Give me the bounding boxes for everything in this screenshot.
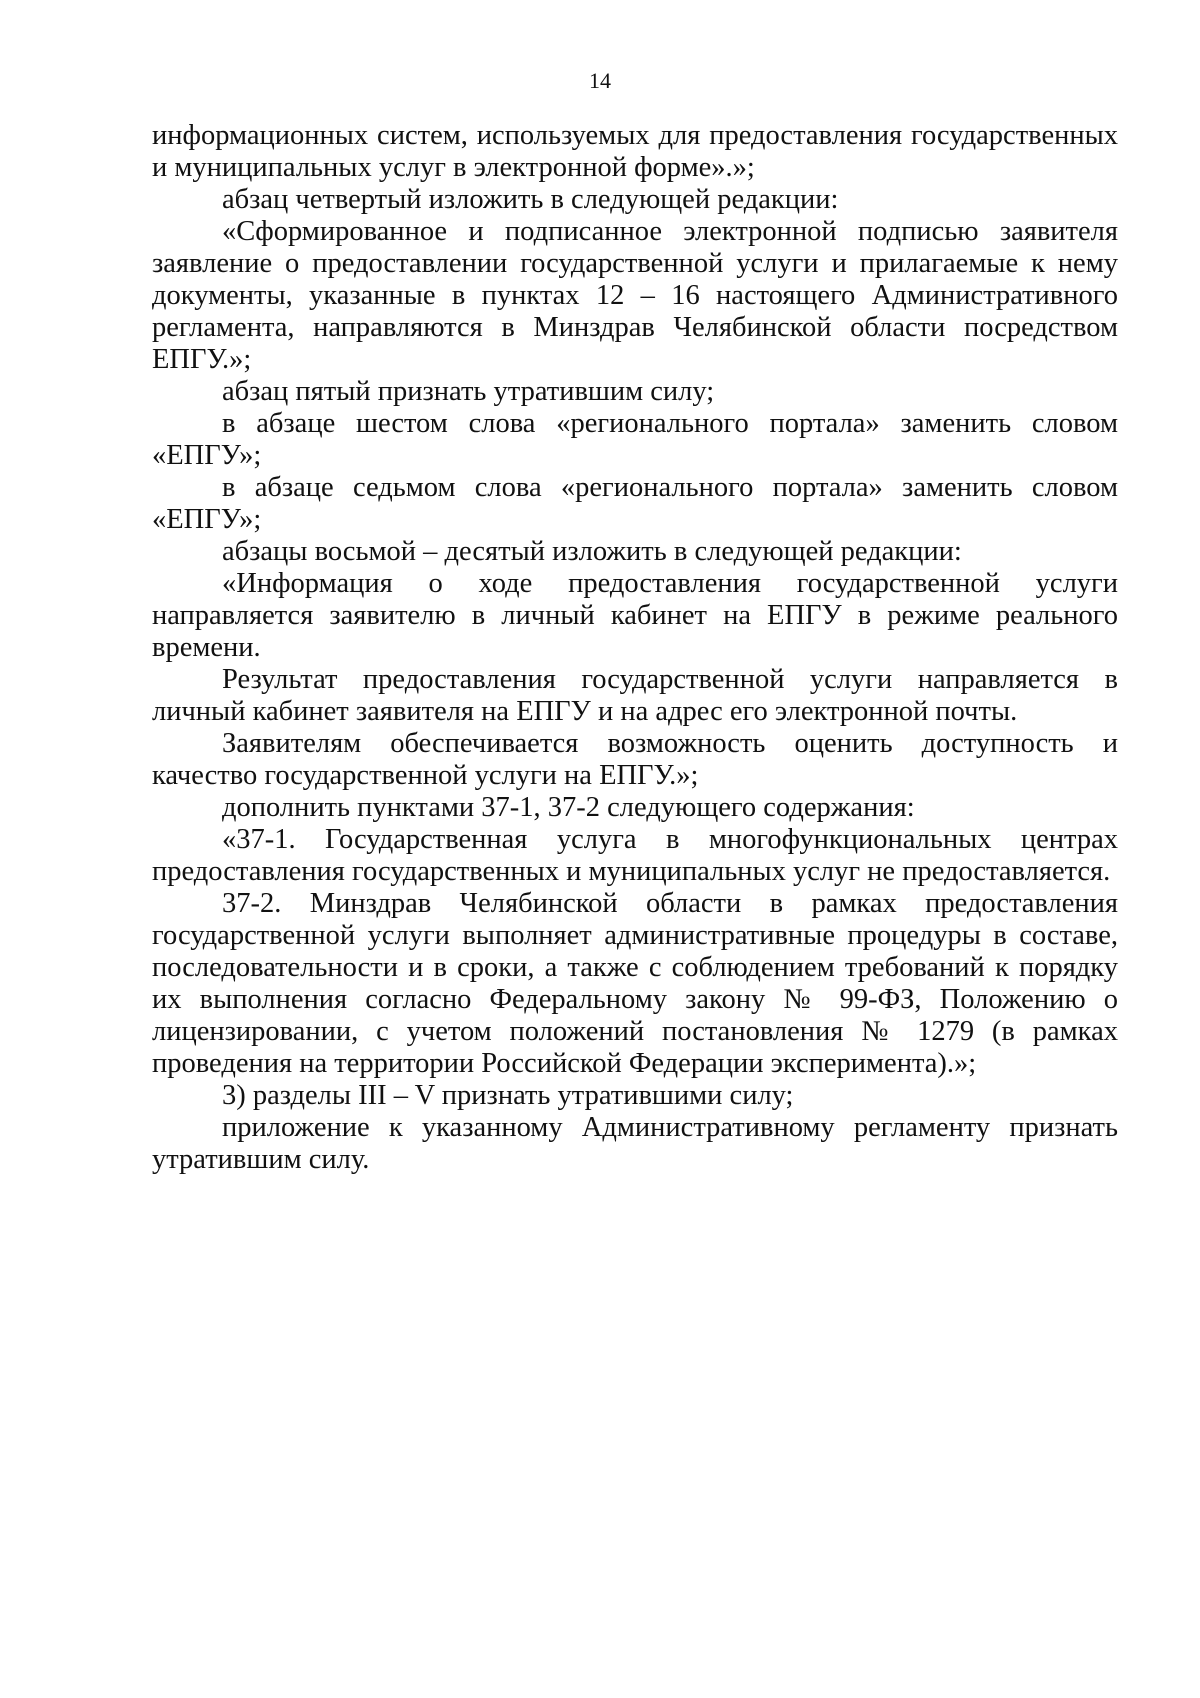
paragraph: в абзаце шестом слова «регионального портала» заменить словом «ЕПГУ»; bbox=[152, 408, 1118, 471]
paragraph: 37-2. Минздрав Челябинской области в рамках предоставления государственной услуги выполняет административные процедуры в составе, последовательности и в сроки, а также с соблюдением требований к порядку их выполнения согласно Федеральному закону № 99-ФЗ, Положению о лицензировании, с учетом положений постановления № 1279 (в рамках проведения на территории Российской Федерации эксперимента).»; bbox=[152, 888, 1118, 1079]
paragraph: Результат предоставления государственной услуги направляется в личный кабинет заявителя на ЕПГУ и на адрес его электронной почты. bbox=[152, 664, 1118, 727]
paragraph: информационных систем, используемых для предоставления государственных и муниципальных услуг в электронной форме».»; bbox=[152, 120, 1118, 183]
paragraph: приложение к указанному Административному регламенту признать утратившим силу. bbox=[152, 1112, 1118, 1175]
paragraph: абзац четвертый изложить в следующей редакции: bbox=[222, 184, 839, 215]
paragraph: «Сформированное и подписанное электронной подписью заявителя заявление о предоставлении государственной услуги и прилагаемые к нему документы, указанные в пунктах 12 – 16 настоящего Административного регламента, направляются в Минздрав Челябинской области посредством ЕПГУ.»; bbox=[152, 216, 1118, 375]
paragraph: в абзаце седьмом слова «регионального портала» заменить словом «ЕПГУ»; bbox=[152, 472, 1118, 535]
paragraph: абзац пятый признать утратившим силу; bbox=[222, 376, 715, 407]
paragraph: «37-1. Государственная услуга в многофункциональных центрах предоставления государственных и муниципальных услуг не предоставляется. bbox=[152, 824, 1118, 887]
paragraph: дополнить пунктами 37-1, 37-2 следующего содержания: bbox=[222, 792, 915, 823]
paragraph: Заявителям обеспечивается возможность оценить доступность и качество государственной услуги на ЕПГУ.»; bbox=[152, 728, 1118, 791]
paragraph: абзацы восьмой – десятый изложить в следующей редакции: bbox=[222, 536, 962, 567]
document-body bbox=[152, 120, 1118, 1176]
page-number: 14 bbox=[589, 68, 611, 93]
paragraph: «Информация о ходе предоставления государственной услуги направляется заявителю в личный кабинет на ЕПГУ в режиме реального времени. bbox=[152, 568, 1118, 663]
paragraph: 3) разделы III – V признать утратившими силу; bbox=[222, 1080, 794, 1111]
